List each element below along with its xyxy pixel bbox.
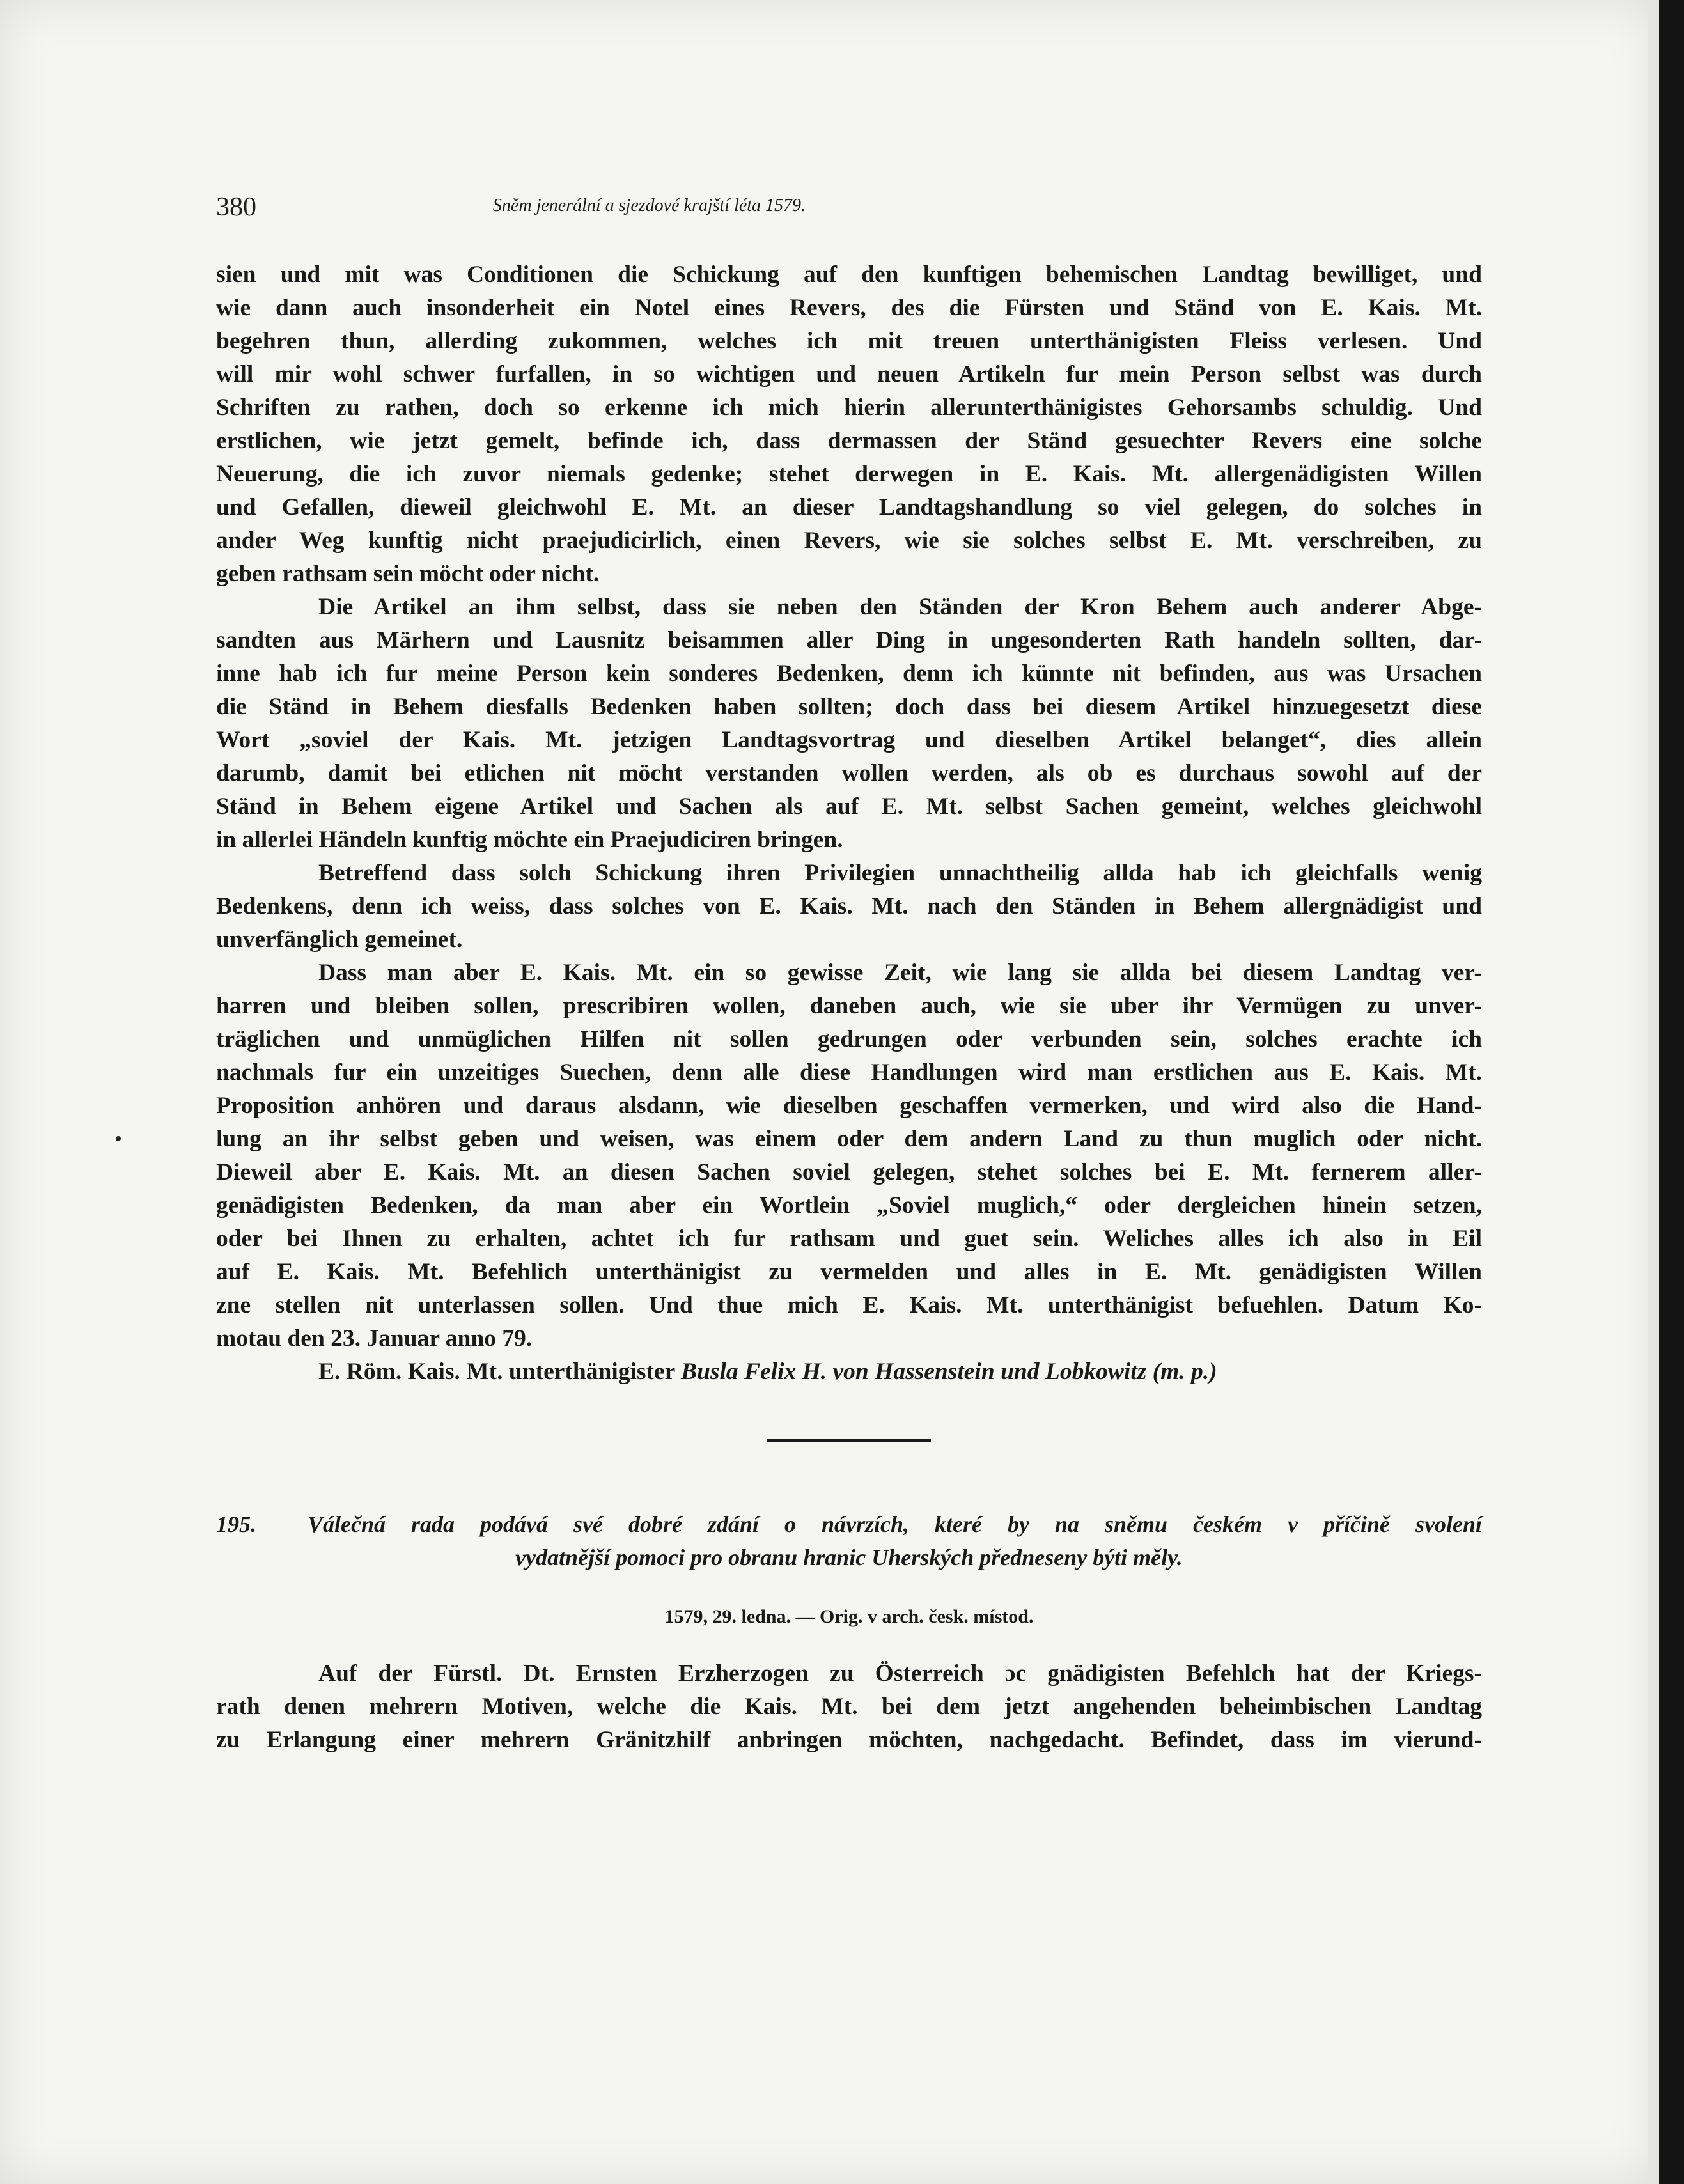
text-line: auf E. Kais. Mt. Befehlich unterthänigist zu vermelden und alles in E. Mt. genädigisten Willen: [216, 1259, 1482, 1285]
paragraph-3: [216, 857, 1482, 956]
text-line: und Gefallen, dieweil gleichwohl E. Mt. an dieser Landtagshandlung so viel gelegen, do solches in: [216, 494, 1482, 520]
text-line: zne stellen nit unterlassen sollen. Und thue mich E. Kais. Mt. unterthänigist befuehlen. Datum Ko-: [216, 1292, 1482, 1318]
text-line: will mir wohl schwer furfallen, in so wichtigen und neuen Artikeln fur mein Person selbst was durch: [216, 361, 1482, 387]
document-date-source: 1579, 29. ledna. — Orig. v arch. česk. místod.: [664, 1606, 1034, 1627]
heading-line-1: [216, 1508, 1482, 1541]
text-line: Dass man aber E. Kais. Mt. ein so gewisse Zeit, wie lang sie allda bei diesem Landtag ver-: [318, 960, 1482, 986]
heading-line-2: vydatnější pomoci pro obranu hranic Uherských předneseny býti měly.: [515, 1545, 1183, 1570]
scan-border: [1659, 0, 1684, 2184]
text-line: in allerlei Händeln kunftig möchte ein Praejudiciren bringen.: [216, 827, 843, 853]
text-line: Bedenkens, denn ich weiss, dass solches von E. Kais. Mt. nach den Ständen in Behem allergnädigist und: [216, 893, 1482, 919]
running-head: Sněm jenerální a sjezdové krajští léta 1579.: [492, 196, 806, 215]
text-line: Neuerung, die ich zuvor niemals gedenke; stehet derwegen in E. Kais. Mt. allergenädigisten Willen: [216, 461, 1482, 487]
text-line: darumb, damit bei etlichen nit möcht verstanden wollen werden, als ob es durchaus sowohl auf der: [216, 760, 1482, 786]
paragraph-1: [216, 258, 1482, 591]
text-line: harren und bleiben sollen, prescribiren wollen, daneben auch, wie sie uber ihr Vermügen zu unver-: [216, 993, 1482, 1019]
page-gutter: [1648, 0, 1659, 2184]
text-line: träglichen und unmüglichen Hilfen nit sollen gedrungen oder verbunden sein, solches erachte ich: [216, 1026, 1482, 1052]
text-line: wie dann auch insonderheit ein Notel eines Revers, des die Fürsten und Ständ von E. Kais. Mt.: [216, 295, 1482, 321]
paragraph-2: [216, 591, 1482, 857]
text-line: Schriften zu rathen, doch so erkenne ich mich hierin allerunterthänigistes Gehorsambs schuldig. Und: [216, 394, 1482, 421]
document-body: [216, 1657, 1482, 1757]
section-divider: [767, 1439, 931, 1442]
text-line: sien und mit was Conditionen die Schickung auf den kunftigen behemischen Landtag bewilliget, und: [216, 261, 1482, 288]
text-line: zu Erlangung einer mehrern Gränitzhilf anbringen möchten, nachgedacht. Befindet, dass im vierund-: [216, 1727, 1482, 1753]
margin-speck: [116, 1136, 121, 1141]
text-line: rath denen mehrern Motiven, welche die Kais. Mt. bei dem jetzt angehenden beheimbischen Landtag: [216, 1694, 1482, 1720]
document-heading: [216, 1508, 1482, 1574]
text-line: unverfänglich gemeinet.: [216, 926, 463, 953]
signature-name: Busla Felix H. von Hassenstein und Lobkowitz (m. p.): [681, 1359, 1217, 1385]
text-line: Wort „soviel der Kais. Mt. jetzigen Landtagsvortrag und dieselben Artikel belanget“, dies allein: [216, 727, 1482, 753]
text-line: geben rathsam sein möcht oder nicht.: [216, 561, 600, 587]
document-number: 195.: [216, 1511, 256, 1537]
page-number: 380: [216, 192, 256, 222]
heading-text-1: Válečná rada podává své dobré zdání o návrzích, které by na sněmu českém v příčině svolení: [308, 1511, 1483, 1537]
text-line: nachmals fur ein unzeitiges Suechen, denn alle diese Handlungen wird man erstlichen aus E. Kais. Mt.: [216, 1059, 1482, 1086]
text-line: Auf der Fürstl. Dt. Ernsten Erzherzogen zu Österreich ɔc gnädigisten Befehlch hat der Kriegs-: [318, 1660, 1482, 1687]
signature-prefix: E. Röm. Kais. Mt. unterthänigister: [318, 1359, 675, 1385]
text-line: genädigisten Bedenken, da man aber ein Wortlein „Soviel muglich,“ oder dergleichen hinein setzen,: [216, 1192, 1482, 1219]
text-line: ander Weg kunftig nicht praejudicirlich, einen Revers, wie sie solches selbst E. Mt. verschreiben, zu: [216, 527, 1482, 554]
text-line: die Ständ in Behem diesfalls Bedenken haben sollten; doch dass bei diesem Artikel hinzuegesetzt diese: [216, 694, 1482, 720]
letter-body: [216, 258, 1482, 1389]
text-line: Dieweil aber E. Kais. Mt. an diesen Sachen soviel gelegen, stehet solches bei E. Mt. fernerem aller-: [216, 1159, 1482, 1185]
text-line: erstlichen, wie jetzt gemelt, befinde ich, dass dermassen der Ständ gesuechter Revers eine solche: [216, 428, 1482, 454]
text-line: inne hab ich fur meine Person kein sonderes Bedenken, denn ich künnte nit befinden, aus was Ursachen: [216, 660, 1482, 687]
page-header: [216, 192, 1082, 230]
text-line: Die Artikel an ihm selbst, dass sie neben den Ständen der Kron Behem auch anderer Abge-: [318, 594, 1482, 620]
text-line: motau den 23. Januar anno 79.: [216, 1325, 533, 1352]
text-line: Proposition anhören und daraus alsdann, wie dieselben geschaffen vermerken, und wird also die Hand-: [216, 1093, 1482, 1119]
text-line: begehren thun, allerding zukommen, welches ich mit treuen unterthänigisten Fleiss verlesen. Und: [216, 328, 1482, 354]
text-line: oder bei Ihnen zu erhalten, achtet ich fur rathsam und guet sein. Weliches alles ich also in Eil: [216, 1226, 1482, 1252]
text-line: sandten aus Märhern und Lausnitz beisammen aller Ding in ungesonderten Rath handeln sollten, dar-: [216, 627, 1482, 653]
signature-line: [216, 1355, 1482, 1389]
text-line: lung an ihr selbst geben und weisen, was einem oder dem andern Land zu thun muglich oder nicht.: [216, 1126, 1482, 1152]
paragraph-4: [216, 956, 1482, 1355]
text-line: Ständ in Behem eigene Artikel und Sachen als auf E. Mt. selbst Sachen gemeint, welches gleichwohl: [216, 793, 1482, 820]
text-line: Betreffend dass solch Schickung ihren Privilegien unnachtheilig allda hab ich gleichfalls wenig: [318, 860, 1482, 886]
paragraph-195-1: [216, 1657, 1482, 1757]
